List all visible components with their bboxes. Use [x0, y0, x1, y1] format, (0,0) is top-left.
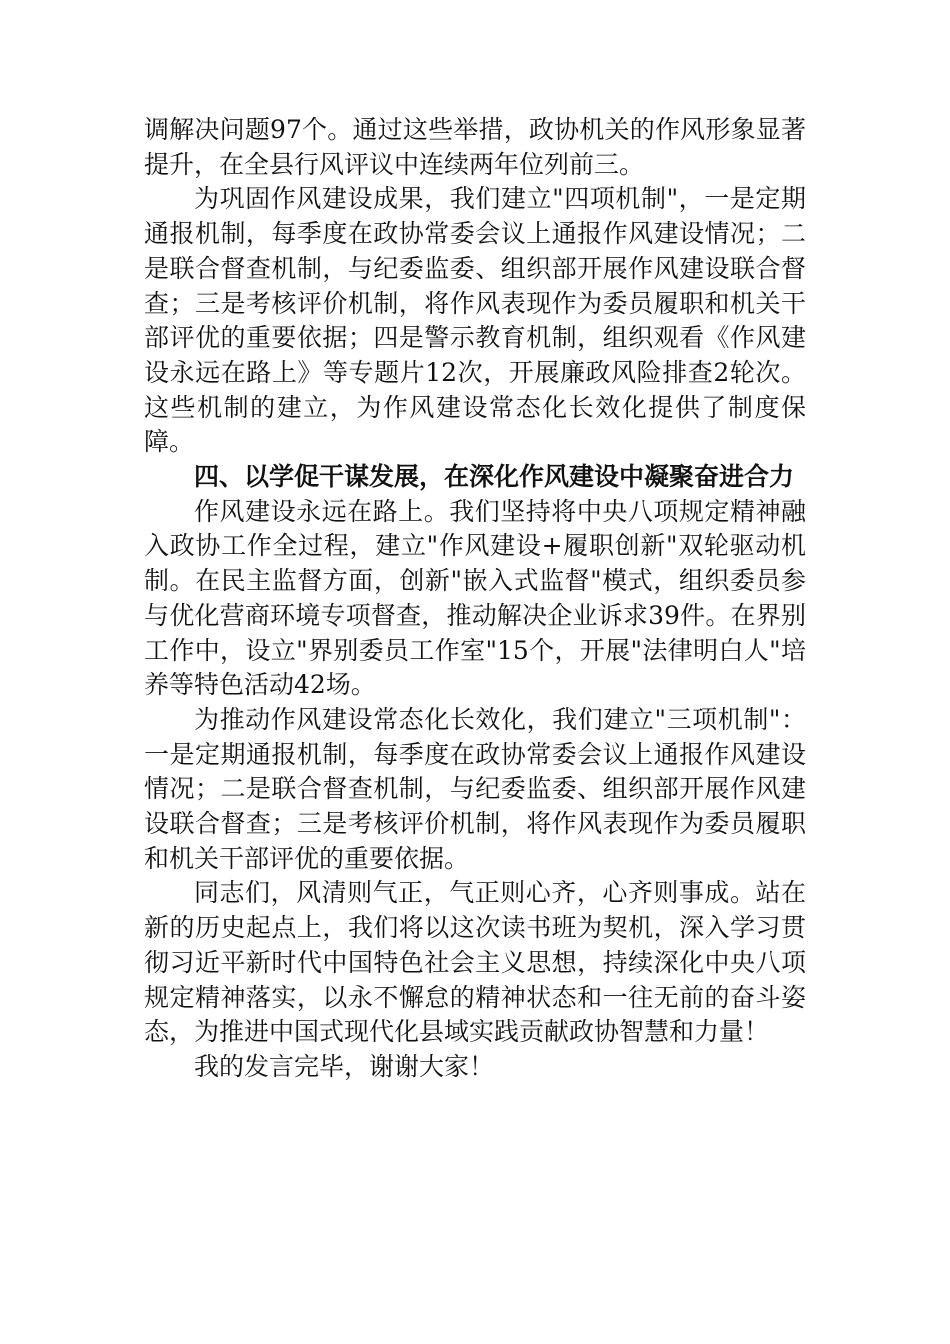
- paragraph-closing: 同志们，风清则气正，气正则心齐，心齐则事成。站在新的历史起点上，我们将以这次读书班为契机，深入学习贯彻习近平新时代中国特色社会主义思想，持续深化中央八项规定精神落实，以永不懈怠的精神状态和一往无前的奋斗姿态，为推进中国式现代化县域实践贡献政协智慧和力量！: [144, 878, 806, 1047]
- document-body: [144, 113, 806, 1085]
- section-heading-four: 四、以学促干谋发展，在深化作风建设中凝聚奋进合力: [194, 462, 795, 492]
- paragraph-continuation: 调解决问题97个。通过这些举措，政协机关的作风形象显著提升，在全县行风评议中连续两年位列前三。: [144, 115, 806, 179]
- paragraph-three-mechanisms: 为推动作风建设常态化长效化，我们建立"三项机制"：一是定期通报机制，每季度在政协常委会议上通报作风建设情况；二是联合督查机制，与纪委监委、组织部开展作风建设联合督查；三是考核评价机制，将作风表现作为委员履职和机关干部评优的重要依据。: [144, 704, 806, 873]
- paragraph-thanks: 我的发言完毕，谢谢大家！: [194, 1051, 495, 1081]
- paragraph-dual-drive: 作风建设永远在路上。我们坚持将中央八项规定精神融入政协工作全过程，建立"作风建设+履职创新"双轮驱动机制。在民主监督方面，创新"嵌入式监督"模式，组织委员参与优化营商环境专项督查，推动解决企业诉求39件。在界别工作中，设立"界别委员工作室"15个，开展"法律明白人"培养等特色活动42场。: [144, 496, 806, 700]
- paragraph-four-mechanisms: 为巩固作风建设成果，我们建立"四项机制"，一是定期通报机制，每季度在政协常委会议上通报作风建设情况；二是联合督查机制，与纪委监委、组织部开展作风建设联合督查；三是考核评价机制，将作风表现作为委员履职和机关干部评优的重要依据；四是警示教育机制，组织观看《作风建设永远在路上》等专题片12次，开展廉政风险排查2轮次。这些机制的建立，为作风建设常态化长效化提供了制度保障。: [144, 184, 806, 457]
